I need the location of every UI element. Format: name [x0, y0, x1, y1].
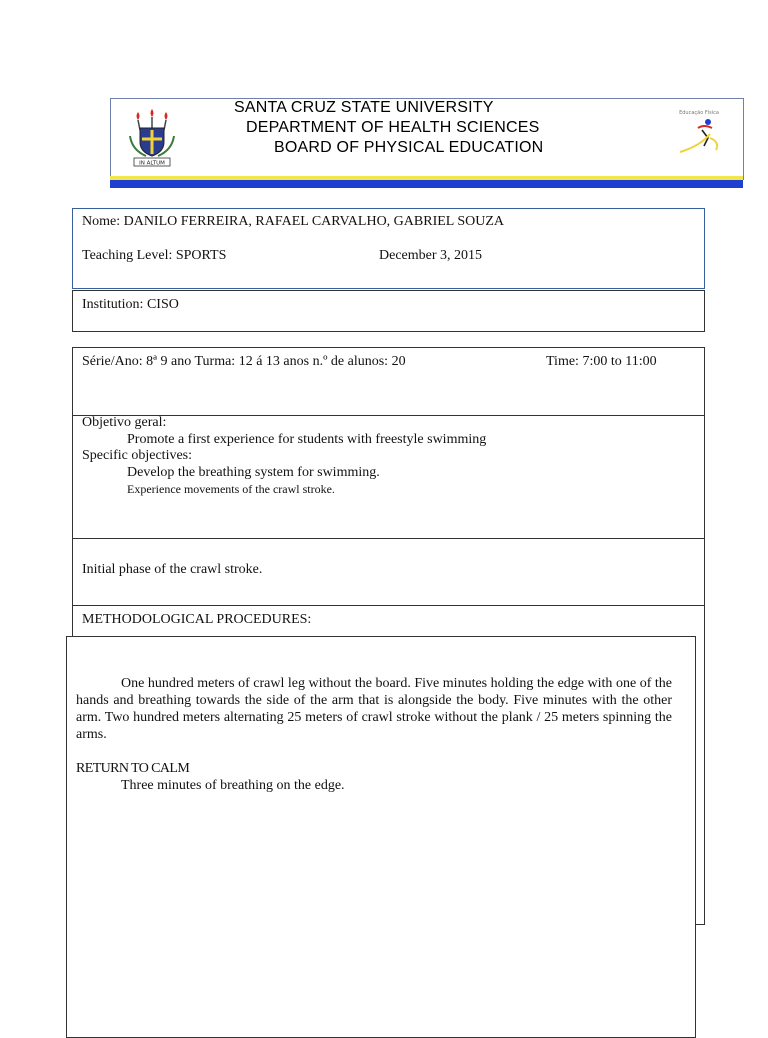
procedures-paragraph: One hundred meters of crawl leg without the board. Five minutes holding the edge with one of the hands and breathing towards the side of the arm that is alongside the body. Five minutes with the other arm. Two hundred meters alternating 25 meters of crawl stroke without the plank / 25 meters spinning the arms. — [76, 676, 672, 742]
class-series: Série/Ano: 8ª 9 ano Turma: 12 á 13 anos n.º de alunos: 20 — [82, 354, 406, 369]
names-field: Nome: DANILO FERREIRA, RAFAEL CARVALHO, GABRIEL SOUZA — [82, 214, 504, 229]
institution-field: Institution: CISO — [82, 297, 179, 312]
procedures-label: METHODOLOGICAL PROCEDURES: — [82, 612, 312, 627]
return-to-calm-label: RETURN TO CALM — [76, 761, 190, 776]
content-title: Initial phase of the crawl stroke. — [82, 562, 263, 577]
header-department: DEPARTMENT OF HEALTH SCIENCES — [246, 119, 540, 136]
header-board: BOARD OF PHYSICAL EDUCATION — [274, 139, 544, 156]
teaching-level: Teaching Level: SPORTS — [82, 248, 227, 263]
header-university: SANTA CRUZ STATE UNIVERSITY — [234, 99, 494, 116]
physical-education-logo-icon — [668, 108, 730, 158]
general-objective-label: Objetivo geral: — [82, 415, 167, 430]
crest-motto: IN ALTUM — [139, 160, 165, 167]
specific-objectives-label: Specific objectives: — [82, 448, 193, 463]
lesson-date: December 3, 2015 — [379, 248, 483, 263]
header-stripe-blue — [110, 180, 743, 188]
specific-objective-2: Experience movements of the crawl stroke. — [127, 482, 335, 496]
return-to-calm-text: Three minutes of breathing on the edge. — [121, 778, 345, 793]
specific-objective-1: Develop the breathing system for swimming. — [127, 465, 380, 480]
general-objective-text: Promote a first experience for students with freestyle swimming — [127, 432, 487, 447]
logo-caption: Educação Física — [679, 110, 719, 116]
university-crest-icon — [120, 106, 184, 170]
class-time: Time: 7:00 to 11:00 — [546, 354, 657, 369]
